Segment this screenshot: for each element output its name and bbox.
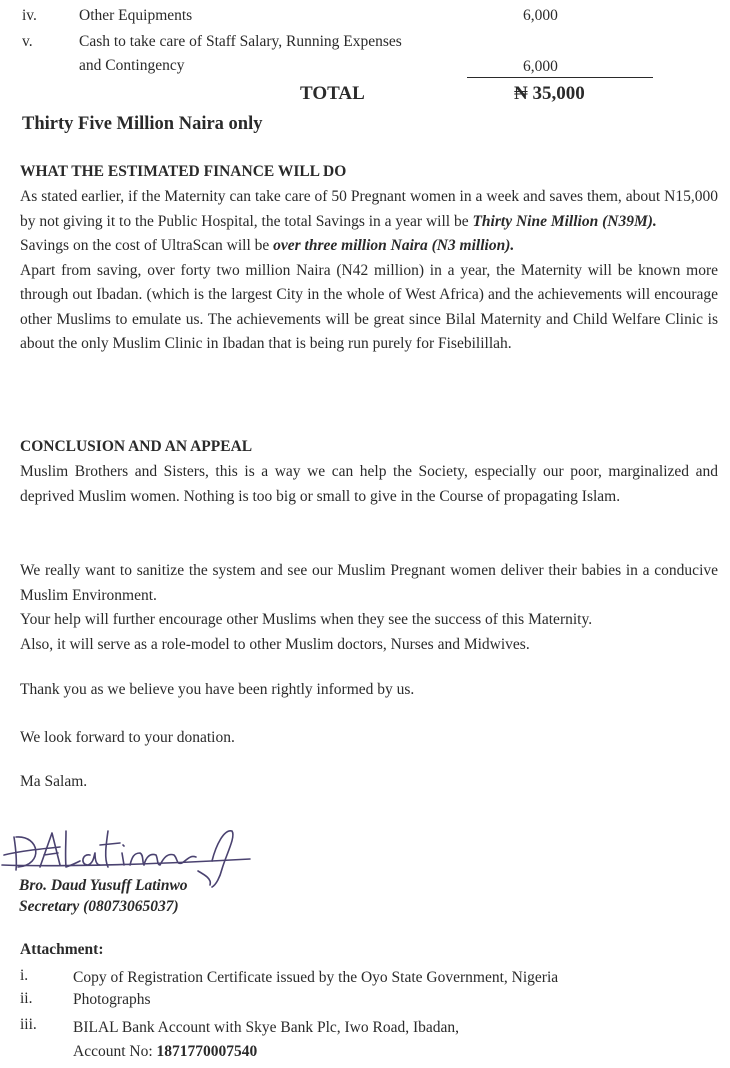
- item-label-cash-line1: Cash to take care of Staff Salary, Running Expenses: [79, 33, 402, 50]
- conclusion-paragraph-3: Your help will further encourage other Muslims when they see the success of this Maternity.: [20, 611, 593, 628]
- conclusion-heading: CONCLUSION AND AN APPEAL: [20, 438, 253, 455]
- item-label-other-equipments: Other Equipments: [79, 7, 193, 24]
- attachment-item-photographs: Photographs: [73, 991, 151, 1008]
- total-in-words: Thirty Five Million Naira only: [22, 114, 263, 134]
- closing-line: Ma Salam.: [20, 773, 88, 790]
- item-label-cash-line2: and Contingency: [79, 57, 185, 74]
- attachment-number-iii: iii.: [20, 1016, 37, 1033]
- conclusion-body: [20, 559, 718, 657]
- finance-body: [20, 185, 718, 357]
- attachment-number-ii: ii.: [20, 990, 33, 1007]
- item-number-iv: iv.: [22, 7, 37, 24]
- total-label: TOTAL: [300, 83, 365, 104]
- account-number: 1871770007540: [156, 1043, 258, 1060]
- finance-paragraph-2: Savings on the cost of UltraScan will be over three million Naira (N3 million).: [20, 237, 515, 254]
- finance-paragraph-3: Apart from saving, over forty two million Naira (N42 million) in a year, the Maternity will be known more through out Ibadan. (which is the largest City in the whole of West Africa) and the achievements will encourage other Muslims to emulate us. The achievements will be great since Bilal Maternity and Child Welfare Clinic is about the only Muslim Clinic in Ibadan that is being run purely for Fisebilillah.: [20, 261, 718, 352]
- attachment-item-bank-account: BILAL Bank Account with Skye Bank Plc, Iwo Road, Ibadan,: [73, 1019, 460, 1036]
- finance-heading: WHAT THE ESTIMATED FINANCE WILL DO: [20, 163, 347, 180]
- conclusion-paragraph-2: We really want to sanitize the system and see our Muslim Pregnant women deliver their babies in a conducive Muslim Environment.: [20, 562, 718, 604]
- account-label: Account No:: [73, 1043, 157, 1060]
- attachment-number-i: i.: [20, 967, 29, 984]
- attachment-heading: Attachment:: [20, 941, 104, 958]
- total-rule: [467, 77, 653, 78]
- forward-line: We look forward to your donation.: [20, 729, 235, 746]
- conclusion-paragraph-1: Muslim Brothers and Sisters, this is a way we can help the Society, especially our poor, marginalized and deprived Muslim women. Nothing is too big or small to give in the Course of propagating Islam.: [20, 463, 718, 505]
- thanks-line: Thank you as we believe you have been rightly informed by us.: [20, 681, 415, 698]
- item-number-v: v.: [22, 33, 33, 50]
- signatory-title: Secretary (08073065037): [19, 898, 179, 915]
- signatory-name: Bro. Daud Yusuff Latinwo: [19, 877, 188, 894]
- total-amount: ₦ 35,000: [514, 83, 585, 104]
- conclusion-paragraph-4: Also, it will serve as a role-model to other Muslim doctors, Nurses and Midwives.: [20, 635, 530, 653]
- item-amount-cash: 6,000: [523, 58, 558, 75]
- account-number-line: [73, 1042, 257, 1062]
- finance-paragraph-1: As stated earlier, if the Maternity can take care of 50 Pregnant women in a week and saves them, about N15,000 by not giving it to the Public Hospital, the total Savings in a year will be Thirty Nine Million (N39M).: [20, 188, 718, 230]
- attachment-item-certificate: Copy of Registration Certificate issued by the Oyo State Government, Nigeria: [73, 969, 559, 986]
- item-amount-other-equipments: 6,000: [523, 7, 558, 24]
